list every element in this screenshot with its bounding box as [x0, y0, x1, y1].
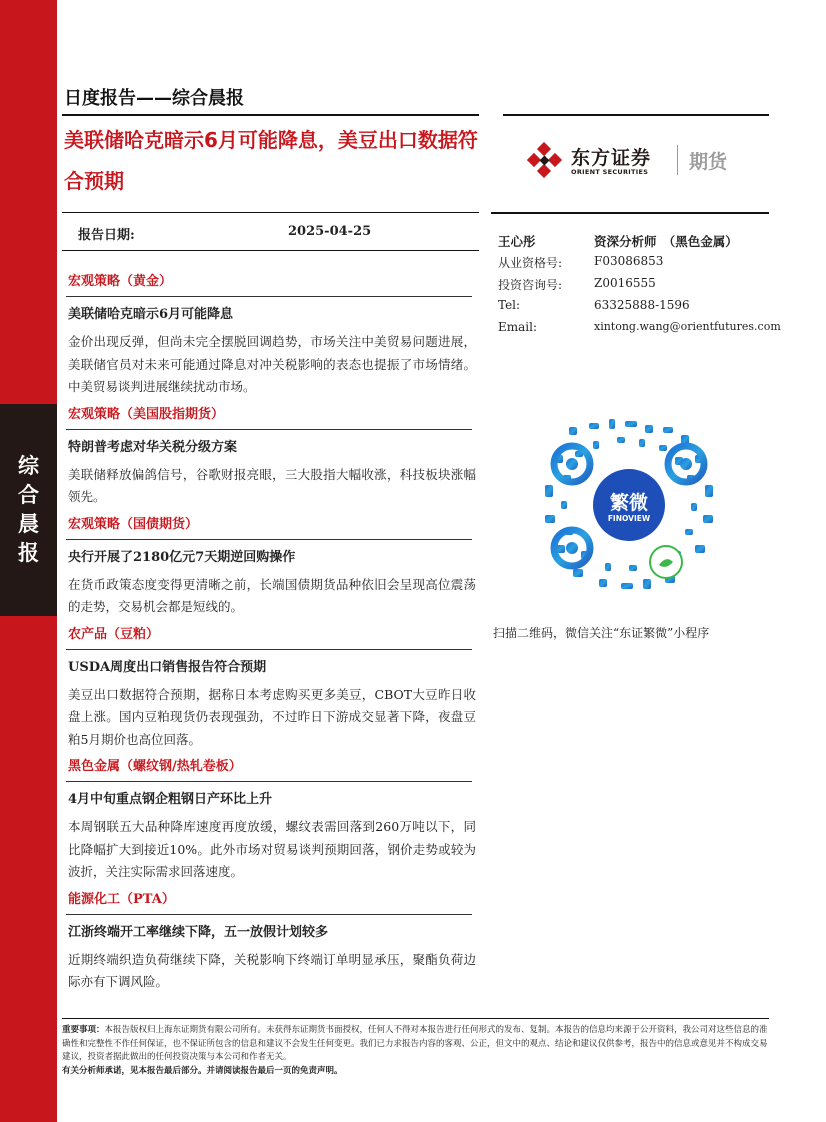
section-subheading: 特朗普考虑对华关税分级方案	[68, 439, 238, 455]
analyst-title: 资深分析师 （黑色金属）	[594, 234, 738, 249]
disclaimer-note: 有关分析师承诺，见本报告最后部分。并请阅读报告最后一页的免责声明。	[62, 1066, 343, 1076]
qr-caption: 扫描二维码，微信关注“东证繁微”小程序	[493, 626, 710, 640]
divider	[503, 114, 769, 116]
analyst-row-label: Tel:	[498, 298, 521, 312]
analyst-row-label: Email:	[498, 320, 538, 334]
analyst-email[interactable]: xintong.wang@orientfutures.com	[594, 320, 781, 333]
section-subheading: USDA周度出口销售报告符合预期	[68, 659, 267, 675]
qr-brand-en: FINOVIEW	[607, 514, 651, 523]
divider	[62, 250, 479, 251]
divider	[491, 212, 769, 214]
qr-brand-cn: 繁微	[609, 492, 648, 514]
analyst-row-value: 63325888-1596	[594, 298, 690, 312]
analyst-row	[498, 298, 778, 320]
analyst-row-value: Z0016555	[594, 276, 656, 290]
logo-division: 期货	[689, 151, 728, 173]
section	[68, 757, 476, 884]
section-heading: 宏观策略（美国股指期货）	[68, 406, 225, 422]
section-heading: 能源化工（PTA）	[68, 891, 175, 907]
section-body: 美联储释放偏鸽信号，谷歌财报亮眼，三大股指大幅收涨，科技板块涨幅领先。	[68, 466, 476, 504]
divider	[66, 539, 472, 540]
side-tab-char: 综	[18, 454, 39, 478]
section-body: 本周钢联五大品种降库速度再度放缓，螺纹表需回落到260万吨以下，同比降幅扩大到接近10%。此外市场对贸易谈判预期回落，钢价走势或较为波折，关注实际需求回落速度。	[68, 819, 476, 879]
analyst-row	[498, 276, 778, 298]
side-tab	[0, 404, 57, 616]
company-logo	[527, 142, 767, 178]
report-type: 日度报告——综合晨报	[64, 88, 244, 109]
analyst-row	[498, 254, 778, 276]
logo-company-cn: 东方证券	[571, 147, 652, 169]
report-date-value: 2025-04-25	[288, 224, 372, 239]
section	[68, 625, 476, 752]
section-subheading: 美联储哈克暗示6月可能降息	[68, 307, 234, 322]
main-content	[68, 272, 476, 1000]
report-date-label: 报告日期:	[78, 228, 135, 243]
analyst-name: 王心彤	[498, 234, 536, 249]
section-heading: 宏观策略（国债期货）	[68, 516, 199, 532]
section-subheading: 4月中旬重点钢企粗钢日产环比上升	[68, 792, 273, 807]
section	[68, 890, 476, 994]
analyst-row	[498, 320, 781, 342]
section-subheading: 央行开展了2180亿元7天期逆回购操作	[68, 549, 296, 565]
section-body: 金价出现反弹，但尚未完全摆脱回调趋势，市场关注中美贸易问题进展，美联储官员对未来可能通过降息对冲关税影响的表态也提振了市场情绪。中美贸易谈判进展继续扰动市场。	[68, 334, 476, 394]
disclaimer-label: 重要事项：	[62, 1025, 105, 1035]
side-tab-char: 合	[18, 483, 39, 507]
logo-company-en: ORIENT SECURITIES	[571, 168, 649, 176]
qr-code[interactable]	[536, 412, 722, 598]
section	[68, 272, 476, 399]
divider	[66, 296, 472, 297]
divider	[66, 781, 472, 782]
section-heading: 黑色金属（螺纹钢/热轧卷板）	[68, 759, 242, 774]
section-body: 近期终端织造负荷继续下降，关税影响下终端订单明显承压，聚酯负荷边际亦有下调风险。	[68, 951, 476, 989]
section-subheading: 江浙终端开工率继续下降，五一放假计划较多	[68, 924, 329, 940]
page-title: 美联储哈克暗示6月可能降息，美豆出口数据符合预期	[64, 128, 478, 193]
divider	[66, 649, 472, 650]
section-body: 美豆出口数据符合预期，据称日本考虑购买更多美豆，CBOT大豆昨日收盘上涨。国内豆粕现货仍表现强劲，不过昨日下游成交显著下降，夜盘豆粕5月期价也高位回落。	[68, 686, 476, 747]
section-body: 在货币政策态度变得更清晰之前，长端国债期货品种依旧会呈现高位震荡的走势，交易机会都是短线的。	[68, 576, 476, 614]
logo-separator	[677, 145, 678, 175]
disclaimer	[62, 1024, 772, 1065]
divider	[62, 1018, 769, 1019]
analyst-row-value: F03086853	[594, 254, 664, 268]
section	[68, 405, 476, 509]
section-heading: 农产品（豆粕）	[68, 626, 160, 642]
section-heading: 宏观策略（黄金）	[68, 274, 173, 289]
section	[68, 515, 476, 619]
orient-logo-icon	[527, 142, 563, 178]
disclaimer-text: 本报告版权归上海东证期货有限公司所有。未获得东证期货书面授权，任何人不得对本报告进行任何形式的发布、复制。本报告的信息均来源于公开资料，我公司对这些信息的准确性和完整性不作任何保证，也不保证所包含的信息和建议不会发生任何变更。我们已力求报告内容的客观、公正，但文中的观点、结论和建议仅供参考，报告中的信息或意见并不构成交易建议，投资者据此做出的任何投资决策与本公司和作者无关。	[62, 1025, 768, 1062]
side-tab-char: 晨	[18, 512, 39, 536]
divider	[62, 114, 479, 116]
analyst-row-label: 从业资格号:	[498, 256, 563, 270]
analyst-info	[498, 232, 781, 342]
side-tab-char: 报	[18, 541, 39, 565]
analyst-row-label: 投资咨询号:	[498, 278, 563, 292]
divider	[62, 212, 479, 213]
divider	[66, 429, 472, 430]
analyst-name-row	[498, 232, 778, 254]
divider	[66, 914, 472, 915]
